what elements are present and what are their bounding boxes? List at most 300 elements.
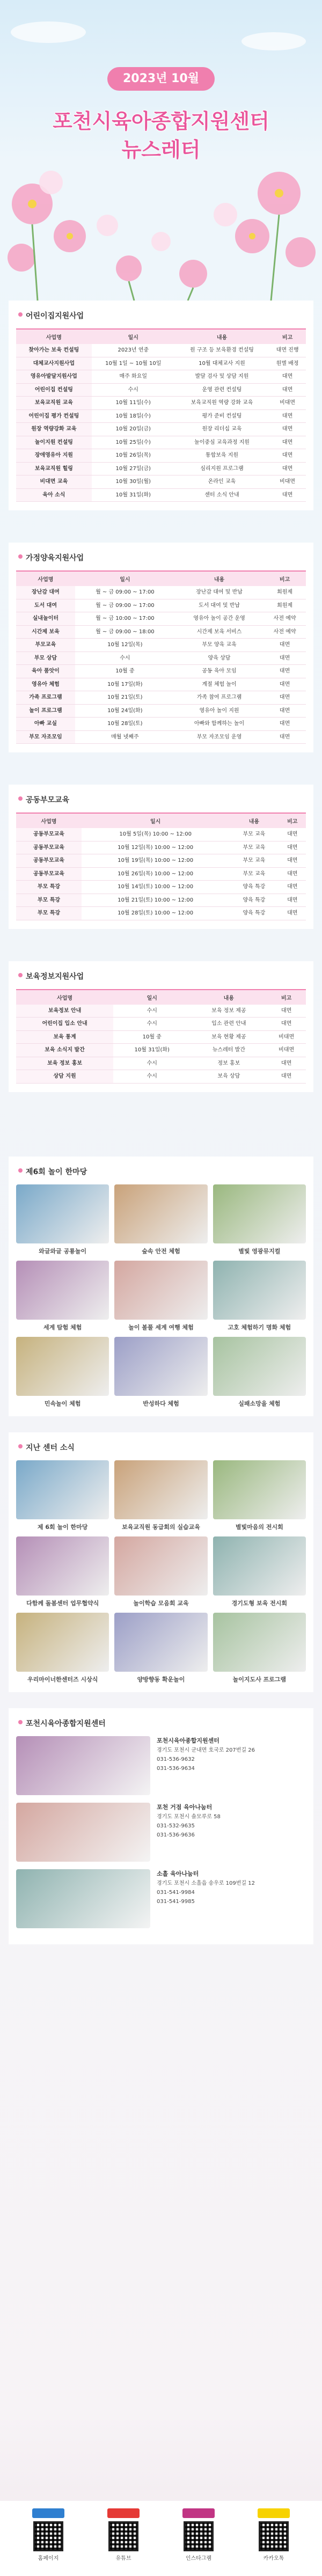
table-cell: 심리지원 프로그램	[175, 462, 269, 475]
table-cell: 아빠 교실	[16, 718, 75, 731]
location-photo	[16, 1869, 150, 1928]
table-cell: 양육 특강	[229, 881, 279, 894]
table-row	[16, 639, 306, 652]
table-row	[16, 652, 306, 665]
photo-image	[114, 1536, 207, 1596]
col-header: 비고	[267, 990, 306, 1005]
table-cell: 10월 5일(목) 10:00 ~ 12:00	[82, 828, 229, 841]
photo-image	[16, 1261, 109, 1320]
section-play-festival-gallery	[9, 1157, 313, 1416]
table-cell: 대면	[264, 704, 306, 718]
table-cell: 비대면	[267, 1044, 306, 1057]
table-cell: 10월 대체교사 지원	[175, 357, 269, 370]
photo-caption: 고호 체험하기 명화 체험	[228, 1323, 291, 1331]
table-cell: 대면	[269, 409, 306, 423]
sns-logo-icon	[258, 2508, 290, 2518]
table-cell: 원 구조 등 보육환경 컨설팅	[175, 344, 269, 357]
sns-label: 인스타그램	[185, 2556, 212, 2562]
sns-link[interactable]	[107, 2508, 140, 2562]
table-cell: 회원제	[264, 586, 306, 599]
table-cell: 장난감 대여	[16, 586, 75, 599]
col-header: 사업명	[16, 571, 75, 586]
photo-image	[114, 1460, 207, 1519]
sns-logo-icon	[182, 2508, 215, 2518]
month-badge: 2023년 10월	[107, 67, 215, 91]
table-cell: 대면	[269, 436, 306, 449]
col-header: 사업명	[16, 813, 82, 828]
table-cell: 원장 역량강화 교육	[16, 423, 92, 436]
location-address: 경기도 포천시 솔모루로 58	[157, 1814, 221, 1820]
table-cell: 입소 관련 안내	[191, 1018, 267, 1031]
table-row	[16, 488, 306, 502]
table-cell: 10월 중	[113, 1030, 191, 1044]
table-cell: 어린이집 컨설팅	[16, 383, 92, 397]
table-cell: 가족 프로그램	[16, 691, 75, 705]
location-photo	[16, 1803, 150, 1862]
table-cell: 보육교직원 교육	[16, 397, 92, 410]
photo-image	[16, 1613, 109, 1672]
table-cell: 사전 예약	[264, 625, 306, 639]
table-cell: 어린이집 입소 안내	[16, 1018, 113, 1031]
qr-code-icon[interactable]	[108, 2521, 138, 2551]
table-cell: 수시	[113, 1005, 191, 1018]
col-header: 비고	[279, 813, 306, 828]
table-cell: 10월 14일(토) 10:00 ~ 12:00	[82, 881, 229, 894]
table-row	[16, 599, 306, 612]
table-cell: 보육 소식지 발간	[16, 1044, 113, 1057]
table-cell: 10월 26일(목) 10:00 ~ 12:00	[82, 867, 229, 881]
table-cell: 부모 교육	[229, 867, 279, 881]
table-cell: 수시	[113, 1070, 191, 1084]
col-header: 일시	[82, 813, 229, 828]
photo-caption: 반성하다 체험	[143, 1400, 179, 1407]
table-cell: 대체교사지원사업	[16, 357, 92, 370]
table-cell: 도서 대여 및 반납	[175, 599, 264, 612]
page-title: 포천시육아종합지원센터	[53, 109, 269, 133]
gallery-item	[114, 1613, 207, 1684]
section-past-news-gallery	[9, 1432, 313, 1692]
location-card	[16, 1869, 306, 1928]
table-row	[16, 841, 306, 854]
table-cell: 공동 육아 모임	[175, 665, 264, 678]
sns-link[interactable]	[32, 2508, 64, 2562]
photo-image	[114, 1613, 207, 1672]
page-subtitle: 뉴스레터	[121, 138, 201, 162]
table-row	[16, 867, 306, 881]
table-cell: 월 ~ 금 09:00 ~ 18:00	[75, 625, 175, 639]
qr-code-icon[interactable]	[33, 2521, 63, 2551]
table-cell: 10월 21일(토)	[75, 691, 175, 705]
table-cell: 대면	[267, 1005, 306, 1018]
gallery-item	[114, 1460, 207, 1531]
qr-code-icon[interactable]	[259, 2521, 289, 2551]
cosmos-flowers-decoration	[0, 0, 322, 301]
section-childcare-info	[9, 961, 313, 1092]
table-cell: 10월 12일(목)	[75, 639, 175, 652]
location-info	[157, 1736, 306, 1795]
table-cell: 10월 18일(수)	[92, 409, 175, 423]
photo-image	[114, 1261, 207, 1320]
table-row	[16, 704, 306, 718]
table-cell: 부모 교육	[229, 854, 279, 868]
table-cell: 비대면	[269, 397, 306, 410]
table-cell: 대면	[269, 462, 306, 475]
table-cell: 발달 검사 및 상담 지원	[175, 370, 269, 384]
table-row	[16, 1018, 306, 1031]
photo-caption: 다함께 돌봄센터 업무협약식	[26, 1599, 99, 1607]
photo-image	[213, 1337, 306, 1396]
gallery-item	[213, 1536, 306, 1607]
table-cell: 장난감 대여 및 반납	[175, 586, 264, 599]
photo-caption: 세계 탐험 체험	[43, 1323, 82, 1331]
table-cell: 시간제 보육	[16, 625, 75, 639]
photo-image	[213, 1184, 306, 1243]
table-cell: 부모교육	[16, 639, 75, 652]
table-cell: 영유아 놀이 공간 운영	[175, 612, 264, 626]
table-row	[16, 370, 306, 384]
table-row	[16, 665, 306, 678]
table-row	[16, 625, 306, 639]
decoration-spacer	[0, 1416, 322, 1432]
table-cell: 보육 정보 홍보	[16, 1057, 113, 1070]
col-header: 일시	[113, 990, 191, 1005]
table-cell: 10월 28일(토)	[75, 718, 175, 731]
table-cell: 부모 자조모임	[16, 730, 75, 744]
table-cell: 수시	[75, 652, 175, 665]
table-cell: 양육 특강	[229, 907, 279, 920]
table-cell: 뉴스레터 발간	[191, 1044, 267, 1057]
table-cell: 대면	[267, 1070, 306, 1084]
footer-sns	[0, 2501, 322, 2576]
daycare-support-table	[16, 328, 306, 502]
table-cell: 영유아발달지원사업	[16, 370, 92, 384]
table-cell: 보육교직원 힐링	[16, 462, 92, 475]
table-cell: 영유아 체험	[16, 678, 75, 691]
table-cell: 계절 체험 놀이	[175, 678, 264, 691]
table-row	[16, 718, 306, 731]
table-cell: 부모 교육	[229, 828, 279, 841]
photo-image	[114, 1337, 207, 1396]
gallery-item	[16, 1337, 109, 1408]
table-cell: 보육 통계	[16, 1030, 113, 1044]
table-cell: 비대면	[267, 1030, 306, 1044]
col-header: 비고	[264, 571, 306, 586]
photo-image	[213, 1261, 306, 1320]
gallery-item	[16, 1261, 109, 1331]
photo-caption: 실패소망을 체험	[238, 1400, 281, 1407]
col-header: 내용	[229, 813, 279, 828]
table-row	[16, 907, 306, 920]
table-cell: 공동부모교육	[16, 841, 82, 854]
table-cell: 부모 자조모임 운영	[175, 730, 264, 744]
table-cell: 10월 20일(금)	[92, 423, 175, 436]
table-row	[16, 423, 306, 436]
gallery-item	[16, 1460, 109, 1531]
childcare-info-table	[16, 989, 306, 1084]
decoration-spacer	[0, 752, 322, 785]
table-cell: 비대면	[269, 475, 306, 489]
table-row	[16, 612, 306, 626]
table-row	[16, 462, 306, 475]
photo-image	[16, 1184, 109, 1243]
table-cell: 보육교직원 역량 강화 교육	[175, 397, 269, 410]
photo-caption: 보육교직원 동급회의 실습교육	[122, 1523, 200, 1531]
table-cell: 상담 지원	[16, 1070, 113, 1084]
table-cell: 비대면 교육	[16, 475, 92, 489]
table-row	[16, 854, 306, 868]
section-title: 제6회 놀이 한마당	[16, 1164, 92, 1179]
table-cell: 대면	[267, 1057, 306, 1070]
location-address: 경기도 포천시 군내면 호국로 207번길 26	[157, 1747, 255, 1754]
table-row	[16, 1070, 306, 1084]
table-cell: 대면	[279, 907, 306, 920]
table-cell: 10월 1일 ~ 10월 10일	[92, 357, 175, 370]
location-phone: 031-541-9984	[157, 1890, 195, 1896]
gallery-item	[213, 1261, 306, 1331]
table-cell: 놀이 프로그램	[16, 704, 75, 718]
col-header: 일시	[92, 329, 175, 344]
table-row	[16, 1005, 306, 1018]
section-parent-education	[9, 785, 313, 929]
col-header: 사업명	[16, 329, 92, 344]
photo-gallery	[16, 1460, 306, 1684]
gallery-item	[114, 1261, 207, 1331]
table-cell: 10월 31일(화)	[92, 488, 175, 502]
location-phone: 031-532-9635	[157, 1823, 195, 1829]
table-cell: 부모 특강	[16, 907, 82, 920]
table-cell: 공동부모교육	[16, 854, 82, 868]
table-row	[16, 383, 306, 397]
table-cell: 수시	[92, 383, 175, 397]
table-cell: 보육 현황 제공	[191, 1030, 267, 1044]
table-cell: 매월 넷째주	[75, 730, 175, 744]
table-row	[16, 1030, 306, 1044]
gallery-item	[114, 1184, 207, 1255]
photo-caption: 놀이 볼풀 세계 여행 체험	[128, 1323, 194, 1331]
photo-image	[213, 1536, 306, 1596]
table-row	[16, 344, 306, 357]
table-cell: 도서 대여	[16, 599, 75, 612]
col-header: 내용	[175, 571, 264, 586]
location-card	[16, 1803, 306, 1862]
table-row	[16, 1057, 306, 1070]
table-cell: 10월 24일(화)	[75, 704, 175, 718]
table-cell: 부모 특강	[16, 894, 82, 907]
table-cell: 10월 31일(화)	[113, 1044, 191, 1057]
photo-caption: 별빛 영광뮤지컬	[238, 1247, 281, 1255]
col-header: 사업명	[16, 990, 113, 1005]
section-home-parenting	[9, 543, 313, 752]
gallery-item	[114, 1536, 207, 1607]
table-row	[16, 357, 306, 370]
location-name: 포천시육아종합지원센터	[157, 1737, 219, 1744]
table-row	[16, 894, 306, 907]
table-row	[16, 881, 306, 894]
gallery-item	[213, 1613, 306, 1684]
gallery-item	[16, 1613, 109, 1684]
location-name: 포천 거점 육아나눔터	[157, 1803, 213, 1811]
photo-image	[16, 1460, 109, 1519]
table-cell: 10월 30일(월)	[92, 475, 175, 489]
table-cell: 대면	[264, 718, 306, 731]
section-title: 가정양육지원사업	[16, 550, 89, 565]
table-cell: 수시	[113, 1018, 191, 1031]
table-cell: 10월 25일(수)	[92, 436, 175, 449]
section-title: 지난 센터 소식	[16, 1440, 80, 1455]
gallery-item	[16, 1184, 109, 1255]
photo-image	[213, 1460, 306, 1519]
photo-caption: 경기도형 보육 전시회	[231, 1599, 287, 1607]
photo-caption: 민속놀이 체험	[44, 1400, 81, 1407]
table-cell: 대면	[264, 639, 306, 652]
col-header: 내용	[191, 990, 267, 1005]
table-cell: 10월 중	[75, 665, 175, 678]
table-row	[16, 828, 306, 841]
table-cell: 실내놀이터	[16, 612, 75, 626]
table-row	[16, 409, 306, 423]
photo-caption: 놀이학습 모음회 교육	[133, 1599, 189, 1607]
table-cell: 아빠와 함께하는 놀이	[175, 718, 264, 731]
table-cell: 시간제 보육 서비스	[175, 625, 264, 639]
table-cell: 정보 홍보	[191, 1057, 267, 1070]
photo-image	[16, 1337, 109, 1396]
table-cell: 운영 관련 컨설팅	[175, 383, 269, 397]
table-cell: 대면 진행	[269, 344, 306, 357]
table-cell: 월 ~ 금 09:00 ~ 17:00	[75, 586, 175, 599]
location-phone: 031-536-9632	[157, 1757, 195, 1763]
table-cell: 보육 상담	[191, 1070, 267, 1084]
table-cell: 대면	[279, 841, 306, 854]
table-cell: 10월 27일(금)	[92, 462, 175, 475]
table-cell: 수시	[113, 1057, 191, 1070]
photo-caption: 놀이지도사 프로그램	[232, 1675, 287, 1683]
section-daycare-support	[9, 301, 313, 510]
table-cell: 대면	[264, 678, 306, 691]
photo-image	[213, 1613, 306, 1672]
sns-link[interactable]	[258, 2508, 290, 2562]
table-cell: 센터 소식 안내	[175, 488, 269, 502]
sns-logo-icon	[32, 2508, 64, 2518]
table-cell: 통합보육 지원	[175, 449, 269, 463]
col-header: 비고	[269, 329, 306, 344]
location-info	[157, 1869, 306, 1928]
table-cell: 월 ~ 금 09:00 ~ 17:00	[75, 599, 175, 612]
table-cell: 놀이지원 컨설팅	[16, 436, 92, 449]
table-cell: 놀이중심 교육과정 지원	[175, 436, 269, 449]
header-banner	[0, 0, 322, 301]
qr-code-icon[interactable]	[184, 2521, 214, 2551]
table-cell: 대면	[279, 828, 306, 841]
section-title: 보육정보지원사업	[16, 969, 89, 984]
table-cell: 평가 준비 컨설팅	[175, 409, 269, 423]
table-cell: 부모 상담	[16, 652, 75, 665]
table-cell: 가족 참여 프로그램	[175, 691, 264, 705]
table-cell: 원장 리더십 교육	[175, 423, 269, 436]
table-cell: 육아 품앗이	[16, 665, 75, 678]
table-cell: 양육 특강	[229, 894, 279, 907]
table-cell: 10월 17일(화)	[75, 678, 175, 691]
table-cell: 대면	[269, 488, 306, 502]
photo-caption: 양방향동 확운놀이	[137, 1675, 185, 1683]
sns-label: 홈페이지	[38, 2556, 59, 2562]
table-cell: 부모 특강	[16, 881, 82, 894]
location-fax: 031-541-9985	[157, 1899, 195, 1905]
table-cell: 대면	[269, 383, 306, 397]
table-cell: 대면	[279, 854, 306, 868]
location-photo	[16, 1736, 150, 1795]
section-title: 어린이집지원사업	[16, 308, 89, 323]
table-cell: 영유아 놀이 지원	[175, 704, 264, 718]
table-cell: 10월 11일(수)	[92, 397, 175, 410]
photo-image	[114, 1184, 207, 1243]
decoration-spacer	[0, 1092, 322, 1157]
home-parenting-table	[16, 570, 306, 744]
table-cell: 부모 교육	[229, 841, 279, 854]
table-cell: 사전 예약	[264, 612, 306, 626]
table-cell: 찾아가는 보육 컨설팅	[16, 344, 92, 357]
table-cell: 양육 상담	[175, 652, 264, 665]
gallery-item	[213, 1184, 306, 1255]
photo-caption: 제 6회 놀이 한마당	[37, 1523, 88, 1531]
location-card	[16, 1736, 306, 1795]
table-cell: 10월 26일(목)	[92, 449, 175, 463]
table-row	[16, 475, 306, 489]
photo-caption: 별빛마음의 전시회	[235, 1523, 283, 1531]
location-fax: 031-536-9634	[157, 1766, 195, 1772]
table-cell: 대면	[264, 691, 306, 705]
table-cell: 10월 19일(목) 10:00 ~ 12:00	[82, 854, 229, 868]
table-cell: 육아 소식	[16, 488, 92, 502]
table-cell: 대면	[264, 665, 306, 678]
table-row	[16, 436, 306, 449]
section-title: 공동부모교육	[16, 792, 75, 807]
table-cell: 보육정보 안내	[16, 1005, 113, 1018]
table-cell: 공동부모교육	[16, 867, 82, 881]
decoration-spacer	[0, 510, 322, 543]
photo-caption: 숲속 안전 체험	[142, 1247, 180, 1255]
table-row	[16, 691, 306, 705]
photo-caption: 우리마이너한센터즈 시상식	[27, 1675, 98, 1683]
sns-link[interactable]	[182, 2508, 215, 2562]
table-row	[16, 586, 306, 599]
gallery-item	[16, 1536, 109, 1607]
table-cell: 대면	[264, 652, 306, 665]
photo-image	[16, 1536, 109, 1596]
location-info	[157, 1803, 306, 1862]
sns-label: 유튜브	[115, 2556, 131, 2562]
table-row	[16, 449, 306, 463]
table-cell: 대면	[279, 881, 306, 894]
table-cell: 공동부모교육	[16, 828, 82, 841]
table-cell: 대면	[279, 867, 306, 881]
location-fax: 031-536-9636	[157, 1832, 195, 1839]
col-header: 내용	[175, 329, 269, 344]
table-cell: 대면	[279, 894, 306, 907]
gallery-item	[213, 1337, 306, 1408]
table-row	[16, 397, 306, 410]
table-cell: 대면	[269, 370, 306, 384]
decoration-spacer	[0, 929, 322, 961]
table-cell: 어린이집 평가 컨설팅	[16, 409, 92, 423]
table-cell: 대면	[269, 423, 306, 436]
decoration-spacer	[0, 1692, 322, 1708]
table-cell: 원별 배정	[269, 357, 306, 370]
location-address: 경기도 포천시 소흘읍 송우로 109번길 12	[157, 1880, 255, 1887]
table-cell: 온라인 교육	[175, 475, 269, 489]
sns-logo-icon	[107, 2508, 140, 2518]
gallery-item	[114, 1337, 207, 1408]
table-cell: 대면	[269, 449, 306, 463]
